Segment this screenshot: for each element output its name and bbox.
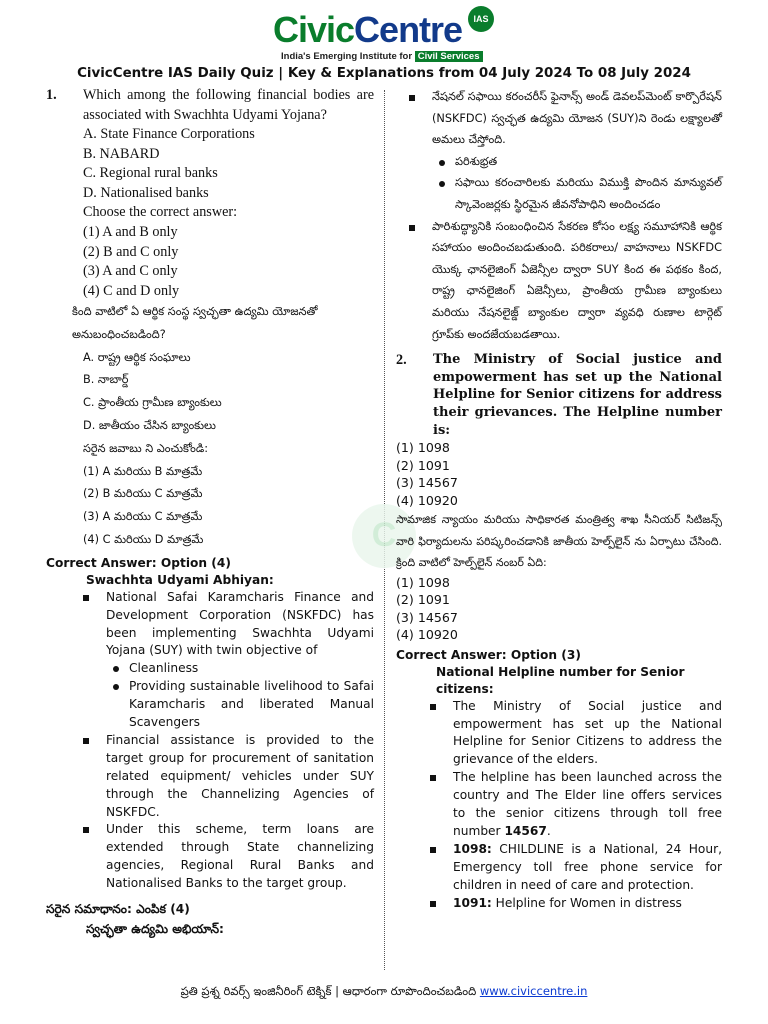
tagline-text: India's Emerging Institute for [281,51,413,62]
explanation-bullet-telugu: పారిశుద్ధ్యానికి సంబంధించిన సేకరణ కోసం లక్ష్య సమూహానికి ఆర్థిక సహాయం అందించబడుతుంది. పరికరాలు/ వాహనాలు NSKFDC యొక్క ఛానలైజింగ్ ఏజెన్సీల ద్వారా SUY కింద ఈ పథకం కింద, రాష్ట్ర ఛానలైజింగ్ ఏజెన్సీలు, ప్రాంతీయ గ్రామీణ బ్యాంకులు మరియు నేషనలైజ్డ్ బ్యాంకుల ద్వారా వ్యవధి రుణాల టార్గెట్ గ్రూప్‌కు అందజేయబడతాయి. [432,216,722,346]
choice-1: (1) A and B only [83,223,178,240]
option-c-telugu: C. ప్రాంతీయ గ్రామీణ బ్యాంకులు [83,396,222,410]
sub-bullet: Cleanliness [129,660,374,678]
watermark-logo: C [352,504,416,568]
choice-3-telugu: (3) A మరియు C మాత్రమే [83,510,203,524]
bullet-text: The helpline has been launched across the country and The Elder line offers services to the senior citizens through toll free number [453,770,722,838]
correct-answer-telugu: సరైన సమాధానం: ఎంపిక (4) [46,902,190,917]
sub-bullet-list [106,660,374,732]
left-column [46,86,374,939]
choice-2: (2) B and C only [83,243,179,260]
sub-bullet-list-telugu [432,151,722,216]
bullet-text-telugu: నేషనల్ సఫాయి కరంచరీస్ ఫైనాన్స్ అండ్ డెవలప్‌మెంట్ కార్పొరేషన్ (NSKFDC) స్వచ్ఛత ఉద్యమి యోజన (SUY)ని రెండు లక్ష్యాలతో అమలు చేస్తోంది. [432,90,722,147]
explanation-list [396,698,722,913]
logo-civic: Civic [273,9,355,50]
right-column [396,86,722,912]
explanation-bullet [453,895,722,913]
option-d: D. Nationalised banks [83,184,209,201]
explanation-bullet [106,589,374,732]
sub-bullet-telugu: సఫాయి కరంచారిలకు మరియు విముక్తి పొందిన మాన్యువల్ స్కావెంజర్లకు స్థిరమైన జీవనోపాధిని అందించడం [455,172,722,215]
explanation-bullet: Financial assistance is provided to the target group for procurement of sanitation related equipment/ vehicles under SUY through the Channelizing Agencies of NSKFDC. [106,732,374,822]
choose-prompt: Choose the correct answer: [83,204,238,221]
explanation-heading: National Helpline number for Senior citizens: [436,664,685,696]
choose-prompt-telugu: సరైన జవాబు ని ఎంచుకోండి: [83,441,209,455]
question-text: The Ministry of Social justice and empowerment has set up the National Helpline for Senior citizens for address their grievances. The Helpline number is: [433,352,722,438]
option-c: C. Regional rural banks [83,165,218,182]
option-d-telugu: D. జాతీయం చేసిన బ్యాంకులు [83,418,216,432]
explanation-list [46,589,374,893]
logo-wordmark [273,10,462,50]
explanation-heading-telugu: స్వచ్ఛతా ఉద్యమి అభియాన్: [86,922,224,937]
option-4: (4) 10920 [396,492,458,508]
choice-4-telugu: (4) C మరియు D మాత్రమే [83,532,204,546]
choice-2-telugu: (2) B మరియు C మాత్రమే [83,487,203,501]
bullet-label: 1091: [453,895,492,910]
correct-answer: Correct Answer: Option (3) [396,647,581,662]
choice-4: (4) C and D only [83,282,180,299]
option-4-telugu: (4) 10920 [396,627,458,643]
document-title: CivicCentre IAS Daily Quiz | Key & Explanations from 04 July 2024 To 08 July 2024 [77,66,691,81]
explanation-bullet [453,841,722,895]
logo-ias-badge: IAS [468,6,494,32]
bullet-label: 1098: [453,841,492,856]
option-a-telugu: A. రాష్ట్ర ఆర్థిక సంఘాలు [83,350,191,364]
question-text-telugu: సామాజిక న్యాయం మరియు సాధికారత మంత్రిత్వ శాఖ సీనియర్ సిటిజన్స్ వారి ఫిర్యాదులను పరిష్కరించడానికి జాతీయ హెల్ప్‌లైన్ ను ఏర్పాటు చేసింది. క్రింది వాటిలో హెల్ప్‌లైన్ నంబర్ ఏది: [396,513,722,570]
option-b-telugu: B. నాబార్డ్ [83,373,129,387]
option-2: (2) 1091 [396,457,450,473]
explanation-heading: Swachhta Udyami Abhiyan: [86,572,274,587]
question-text: Which among the following financial bodies are associated with Swachhta Udyami Yojana? [83,87,374,123]
option-3-telugu: (3) 14567 [396,609,458,625]
logo-centre: Centre [354,9,463,50]
option-1: (1) 1098 [396,440,450,456]
question-text-telugu: కింది వాటిలో ఏ ఆర్థిక సంస్థ స్వచ్ఛతా ఉద్యమి యోజనతో అనుబంధించబడింది? [72,305,318,341]
bullet-text: CHILDLINE is a National, 24 Hour, Emergency toll free phone service for children in need of care and protection. [453,841,722,892]
explanation-bullet: Under this scheme, term loans are extended through State channelizing agencies, Regional Rural Banks and Nationalised Banks to the target group. [106,821,374,893]
bullet-end: . [546,823,551,838]
bullet-text: National Safai Karamcharis Finance and Development Corporation (NSKFDC) has been implementing Swachhta Udyami Yojana (SUY) with twin objective of [106,589,374,658]
footer-text: ప్రతి ప్రశ్న రివర్స్ ఇంజినీరింగ్ టెక్నిక్ | ఆధారంగా రూపొందించబడింది [180,984,480,998]
question-1 [46,86,374,125]
option-3: (3) 14567 [396,475,458,491]
sub-bullet: Providing sustainable livelihood to Safai Karamcharis and liberated Manual Scavengers [129,678,374,732]
bullet-text: Helpline for Women in distress [491,895,682,910]
option-2-telugu: (2) 1091 [396,592,450,608]
explanation-bullet [453,769,722,841]
question-number: 2. [396,352,407,369]
logo-tagline [281,51,483,64]
question-2 [396,351,722,439]
website-link[interactable]: www.civiccentre.in [479,984,588,998]
sub-bullet-telugu: పరిశుభ్రత [455,151,722,173]
tagline-highlight: Civil Services [415,51,483,62]
page-footer [0,984,768,1001]
option-a: A. State Finance Corporations [83,126,255,142]
option-1-telugu: (1) 1098 [396,574,450,590]
helpline-number: 14567 [504,823,547,838]
explanation-bullet-telugu [432,86,722,216]
explanation-bullet: The Ministry of Social justice and empowerment has set up the National Helpline for Senior Citizens to address the grievance of the elders. [453,698,722,770]
brand-logo [0,6,768,64]
choice-1-telugu: (1) A మరియు B మాత్రమే [83,464,203,478]
choice-3: (3) A and C only [83,263,178,280]
correct-answer: Correct Answer: Option (4) [46,555,231,570]
question-number: 1. [46,87,57,103]
option-b: B. NABARD [83,145,160,162]
telugu-explanation-list [396,86,722,345]
